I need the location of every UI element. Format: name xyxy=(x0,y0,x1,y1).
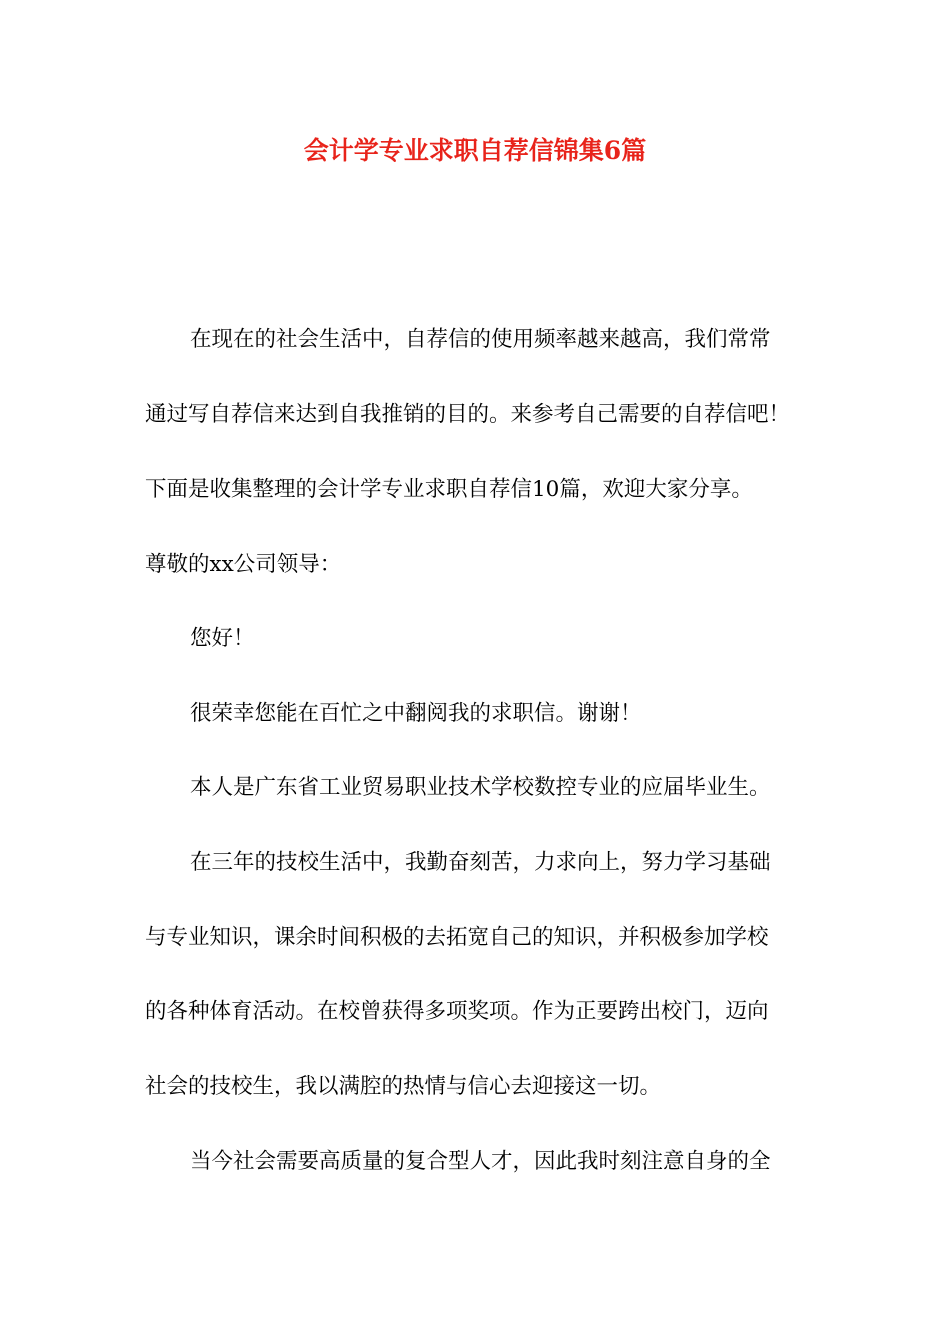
paragraph-line: 的各种体育活动。在校曾获得多项奖项。作为正要跨出校门，迈向 xyxy=(145,999,769,1024)
paragraph-line: 与专业知识，课余时间积极的去拓宽自己的知识，并积极参加学校 xyxy=(145,925,769,950)
paragraph-line: 在三年的技校生活中，我勤奋刻苦，力求向上，努力学习基础 xyxy=(190,850,771,875)
paragraph-line: 在现在的社会生活中，自荐信的使用频率越来越高，我们常常 xyxy=(190,327,771,352)
paragraph-line: 当今社会需要高质量的复合型人才，因此我时刻注意自身的全 xyxy=(190,1149,771,1174)
paragraph-line: 通过写自荐信来达到自我推销的目的。来参考自己需要的自荐信吧！ xyxy=(145,402,791,427)
paragraph-line: 下面是收集整理的会计学专业求职自荐信10篇，欢迎大家分享。 xyxy=(145,477,753,502)
paragraph-line: 本人是广东省工业贸易职业技术学校数控专业的应届毕业生。 xyxy=(190,775,771,800)
paragraph-line: 很荣幸您能在百忙之中翻阅我的求职信。谢谢！ xyxy=(190,701,642,726)
document-title: 会计学专业求职自荐信锦集6篇 xyxy=(303,136,647,165)
paragraph-line: 社会的技校生，我以满腔的热情与信心去迎接这一切。 xyxy=(145,1074,662,1099)
greeting: 您好！ xyxy=(190,626,255,651)
salutation: 尊敬的xx公司领导： xyxy=(145,552,342,577)
